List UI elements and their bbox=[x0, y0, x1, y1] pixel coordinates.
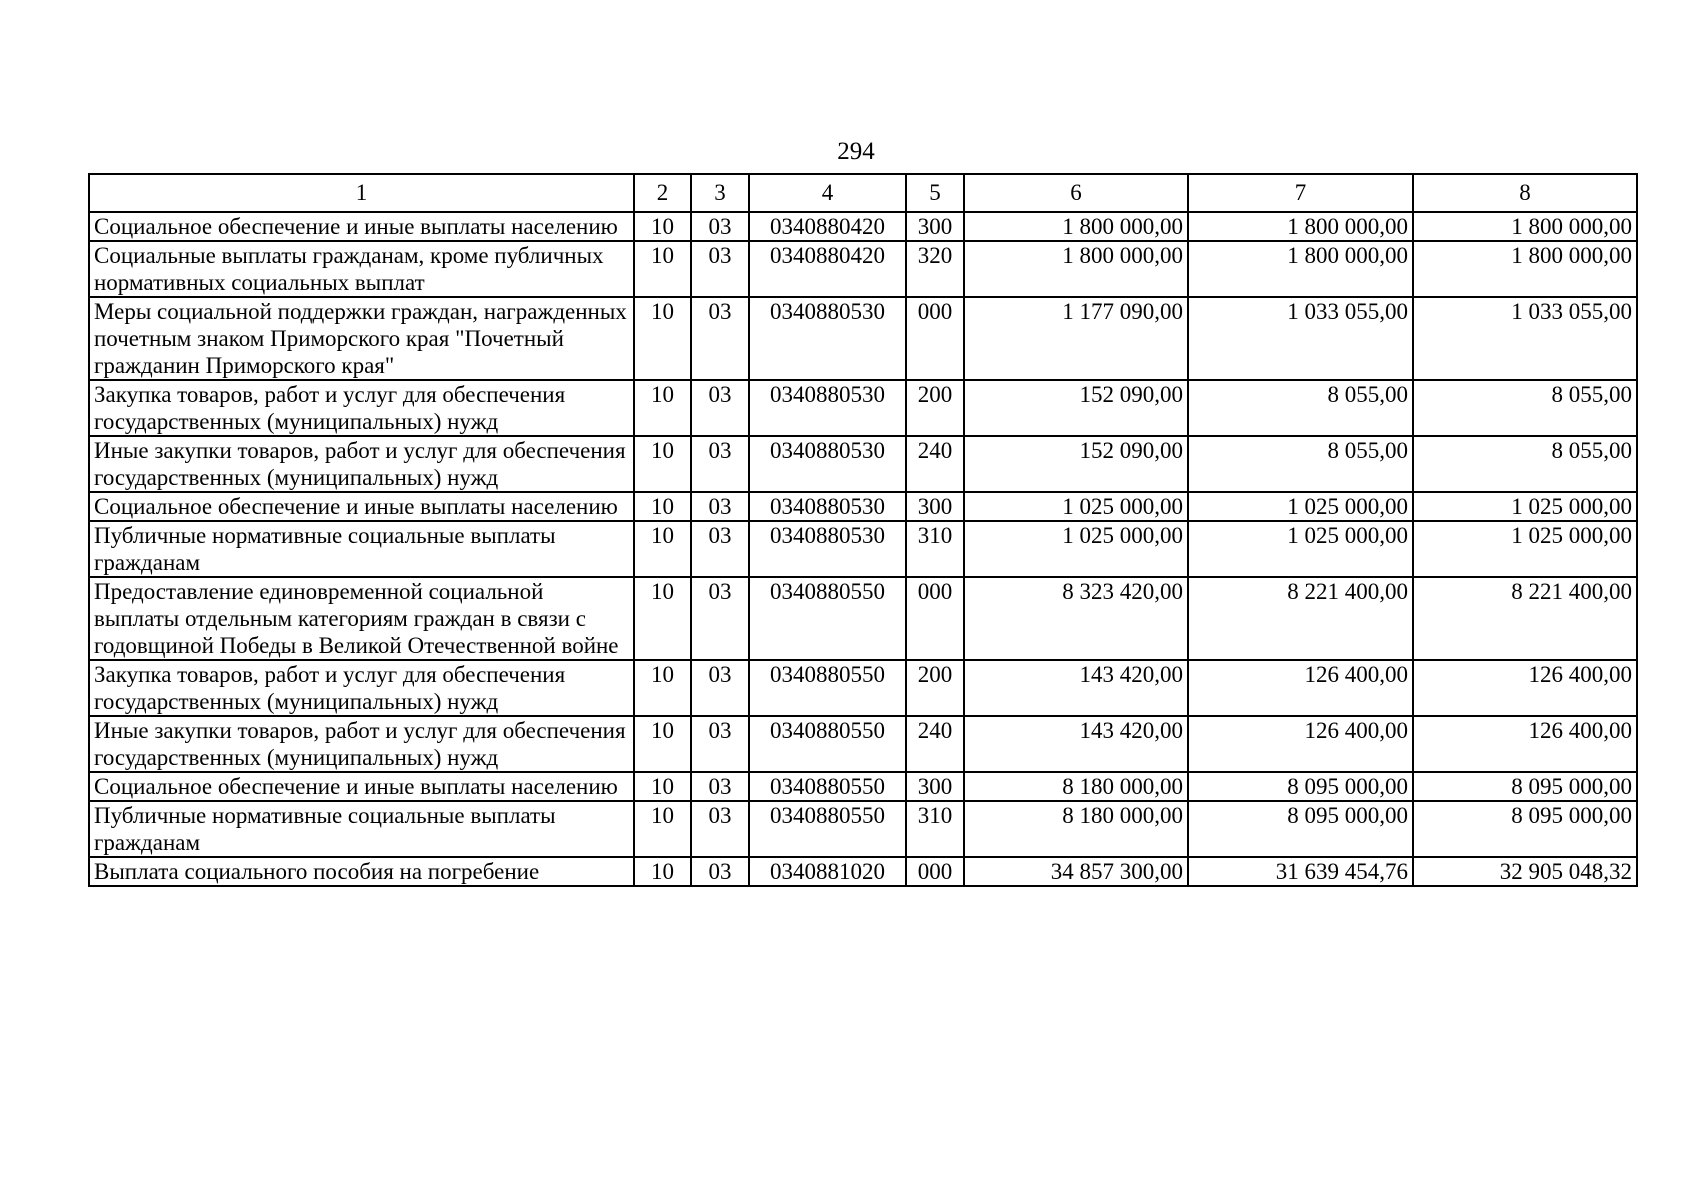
expense-type-code: 300 bbox=[906, 772, 964, 801]
target-article-code: 0340880550 bbox=[749, 716, 906, 772]
column-header: 6 bbox=[964, 174, 1188, 212]
amount-col-7: 8 221 400,00 bbox=[1188, 577, 1413, 660]
expense-name: Социальное обеспечение и иные выплаты населению bbox=[89, 212, 634, 241]
amount-col-6: 1 025 000,00 bbox=[964, 492, 1188, 521]
subsection-code: 03 bbox=[691, 212, 749, 241]
expense-type-code: 200 bbox=[906, 660, 964, 716]
amount-col-6: 152 090,00 bbox=[964, 436, 1188, 492]
amount-col-8: 1 025 000,00 bbox=[1413, 521, 1637, 577]
expense-name: Публичные нормативные социальные выплаты гражданам bbox=[89, 521, 634, 577]
subsection-code: 03 bbox=[691, 436, 749, 492]
amount-col-8: 1 800 000,00 bbox=[1413, 241, 1637, 297]
section-code: 10 bbox=[634, 660, 691, 716]
table-row bbox=[89, 772, 1637, 801]
expense-type-code: 000 bbox=[906, 577, 964, 660]
expense-name: Публичные нормативные социальные выплаты гражданам bbox=[89, 801, 634, 857]
subsection-code: 03 bbox=[691, 380, 749, 436]
target-article-code: 0340880530 bbox=[749, 297, 906, 380]
expense-type-code: 240 bbox=[906, 716, 964, 772]
amount-col-8: 1 033 055,00 bbox=[1413, 297, 1637, 380]
expense-name: Социальное обеспечение и иные выплаты населению bbox=[89, 772, 634, 801]
table-row bbox=[89, 577, 1637, 660]
expense-type-code: 310 bbox=[906, 801, 964, 857]
amount-col-6: 8 180 000,00 bbox=[964, 772, 1188, 801]
expense-type-code: 300 bbox=[906, 492, 964, 521]
target-article-code: 0340880550 bbox=[749, 801, 906, 857]
expense-type-code: 240 bbox=[906, 436, 964, 492]
section-code: 10 bbox=[634, 380, 691, 436]
expense-type-code: 300 bbox=[906, 212, 964, 241]
amount-col-6: 143 420,00 bbox=[964, 716, 1188, 772]
section-code: 10 bbox=[634, 801, 691, 857]
amount-col-8: 32 905 048,32 bbox=[1413, 857, 1637, 886]
amount-col-6: 1 800 000,00 bbox=[964, 212, 1188, 241]
expense-name: Закупка товаров, работ и услуг для обеспечения государственных (муниципальных) нужд bbox=[89, 660, 634, 716]
amount-col-8: 126 400,00 bbox=[1413, 716, 1637, 772]
amount-col-6: 8 180 000,00 bbox=[964, 801, 1188, 857]
amount-col-8: 1 025 000,00 bbox=[1413, 492, 1637, 521]
expense-name: Меры социальной поддержки граждан, награжденных почетным знаком Приморского края "Почетный гражданин Приморского края" bbox=[89, 297, 634, 380]
section-code: 10 bbox=[634, 857, 691, 886]
expense-type-code: 320 bbox=[906, 241, 964, 297]
expense-name: Предоставление единовременной социальной выплаты отдельным категориям граждан в связи с годовщиной Победы в Великой Отечественной войне bbox=[89, 577, 634, 660]
amount-col-8: 8 221 400,00 bbox=[1413, 577, 1637, 660]
target-article-code: 0340880530 bbox=[749, 521, 906, 577]
amount-col-6: 1 800 000,00 bbox=[964, 241, 1188, 297]
table-row bbox=[89, 660, 1637, 716]
table-row bbox=[89, 297, 1637, 380]
table-row bbox=[89, 521, 1637, 577]
amount-col-8: 8 095 000,00 bbox=[1413, 801, 1637, 857]
section-code: 10 bbox=[634, 521, 691, 577]
amount-col-6: 8 323 420,00 bbox=[964, 577, 1188, 660]
target-article-code: 0340880420 bbox=[749, 212, 906, 241]
amount-col-7: 31 639 454,76 bbox=[1188, 857, 1413, 886]
table-row bbox=[89, 801, 1637, 857]
subsection-code: 03 bbox=[691, 297, 749, 380]
amount-col-8: 8 095 000,00 bbox=[1413, 772, 1637, 801]
subsection-code: 03 bbox=[691, 577, 749, 660]
amount-col-7: 126 400,00 bbox=[1188, 660, 1413, 716]
amount-col-6: 34 857 300,00 bbox=[964, 857, 1188, 886]
table-row bbox=[89, 212, 1637, 241]
section-code: 10 bbox=[634, 492, 691, 521]
column-header: 3 bbox=[691, 174, 749, 212]
subsection-code: 03 bbox=[691, 857, 749, 886]
expense-type-code: 000 bbox=[906, 857, 964, 886]
table-row bbox=[89, 436, 1637, 492]
column-header: 2 bbox=[634, 174, 691, 212]
expense-name: Закупка товаров, работ и услуг для обеспечения государственных (муниципальных) нужд bbox=[89, 380, 634, 436]
expense-name: Выплата социального пособия на погребение bbox=[89, 857, 634, 886]
expense-name: Социальное обеспечение и иные выплаты населению bbox=[89, 492, 634, 521]
section-code: 10 bbox=[634, 577, 691, 660]
section-code: 10 bbox=[634, 297, 691, 380]
amount-col-7: 1 025 000,00 bbox=[1188, 521, 1413, 577]
amount-col-7: 1 800 000,00 bbox=[1188, 212, 1413, 241]
target-article-code: 0340880550 bbox=[749, 577, 906, 660]
subsection-code: 03 bbox=[691, 521, 749, 577]
target-article-code: 0340880530 bbox=[749, 492, 906, 521]
target-article-code: 0340880530 bbox=[749, 436, 906, 492]
budget-table bbox=[88, 173, 1638, 887]
amount-col-6: 143 420,00 bbox=[964, 660, 1188, 716]
subsection-code: 03 bbox=[691, 801, 749, 857]
target-article-code: 0340880550 bbox=[749, 772, 906, 801]
section-code: 10 bbox=[634, 436, 691, 492]
target-article-code: 0340880420 bbox=[749, 241, 906, 297]
table-row bbox=[89, 492, 1637, 521]
target-article-code: 0340881020 bbox=[749, 857, 906, 886]
table-row bbox=[89, 716, 1637, 772]
page-number: 294 bbox=[837, 138, 875, 165]
expense-name: Иные закупки товаров, работ и услуг для обеспечения государственных (муниципальных) нужд bbox=[89, 436, 634, 492]
subsection-code: 03 bbox=[691, 241, 749, 297]
target-article-code: 0340880550 bbox=[749, 660, 906, 716]
amount-col-8: 1 800 000,00 bbox=[1413, 212, 1637, 241]
table-row bbox=[89, 380, 1637, 436]
amount-col-7: 1 800 000,00 bbox=[1188, 241, 1413, 297]
subsection-code: 03 bbox=[691, 492, 749, 521]
amount-col-7: 8 055,00 bbox=[1188, 436, 1413, 492]
amount-col-6: 152 090,00 bbox=[964, 380, 1188, 436]
amount-col-8: 8 055,00 bbox=[1413, 436, 1637, 492]
table-header-row bbox=[89, 174, 1637, 212]
subsection-code: 03 bbox=[691, 772, 749, 801]
amount-col-7: 8 095 000,00 bbox=[1188, 772, 1413, 801]
expense-name: Иные закупки товаров, работ и услуг для обеспечения государственных (муниципальных) нужд bbox=[89, 716, 634, 772]
amount-col-8: 126 400,00 bbox=[1413, 660, 1637, 716]
section-code: 10 bbox=[634, 241, 691, 297]
table-row bbox=[89, 241, 1637, 297]
column-header: 5 bbox=[906, 174, 964, 212]
amount-col-7: 126 400,00 bbox=[1188, 716, 1413, 772]
section-code: 10 bbox=[634, 772, 691, 801]
amount-col-7: 1 033 055,00 bbox=[1188, 297, 1413, 380]
column-header: 8 bbox=[1413, 174, 1637, 212]
section-code: 10 bbox=[634, 716, 691, 772]
amount-col-6: 1 177 090,00 bbox=[964, 297, 1188, 380]
column-header: 7 bbox=[1188, 174, 1413, 212]
amount-col-6: 1 025 000,00 bbox=[964, 521, 1188, 577]
target-article-code: 0340880530 bbox=[749, 380, 906, 436]
amount-col-8: 8 055,00 bbox=[1413, 380, 1637, 436]
amount-col-7: 8 055,00 bbox=[1188, 380, 1413, 436]
expense-type-code: 200 bbox=[906, 380, 964, 436]
expense-type-code: 000 bbox=[906, 297, 964, 380]
expense-name: Социальные выплаты гражданам, кроме публичных нормативных социальных выплат bbox=[89, 241, 634, 297]
column-header: 4 bbox=[749, 174, 906, 212]
column-header: 1 bbox=[89, 174, 634, 212]
amount-col-7: 1 025 000,00 bbox=[1188, 492, 1413, 521]
table-row bbox=[89, 857, 1637, 886]
section-code: 10 bbox=[634, 212, 691, 241]
expense-type-code: 310 bbox=[906, 521, 964, 577]
amount-col-7: 8 095 000,00 bbox=[1188, 801, 1413, 857]
subsection-code: 03 bbox=[691, 716, 749, 772]
subsection-code: 03 bbox=[691, 660, 749, 716]
